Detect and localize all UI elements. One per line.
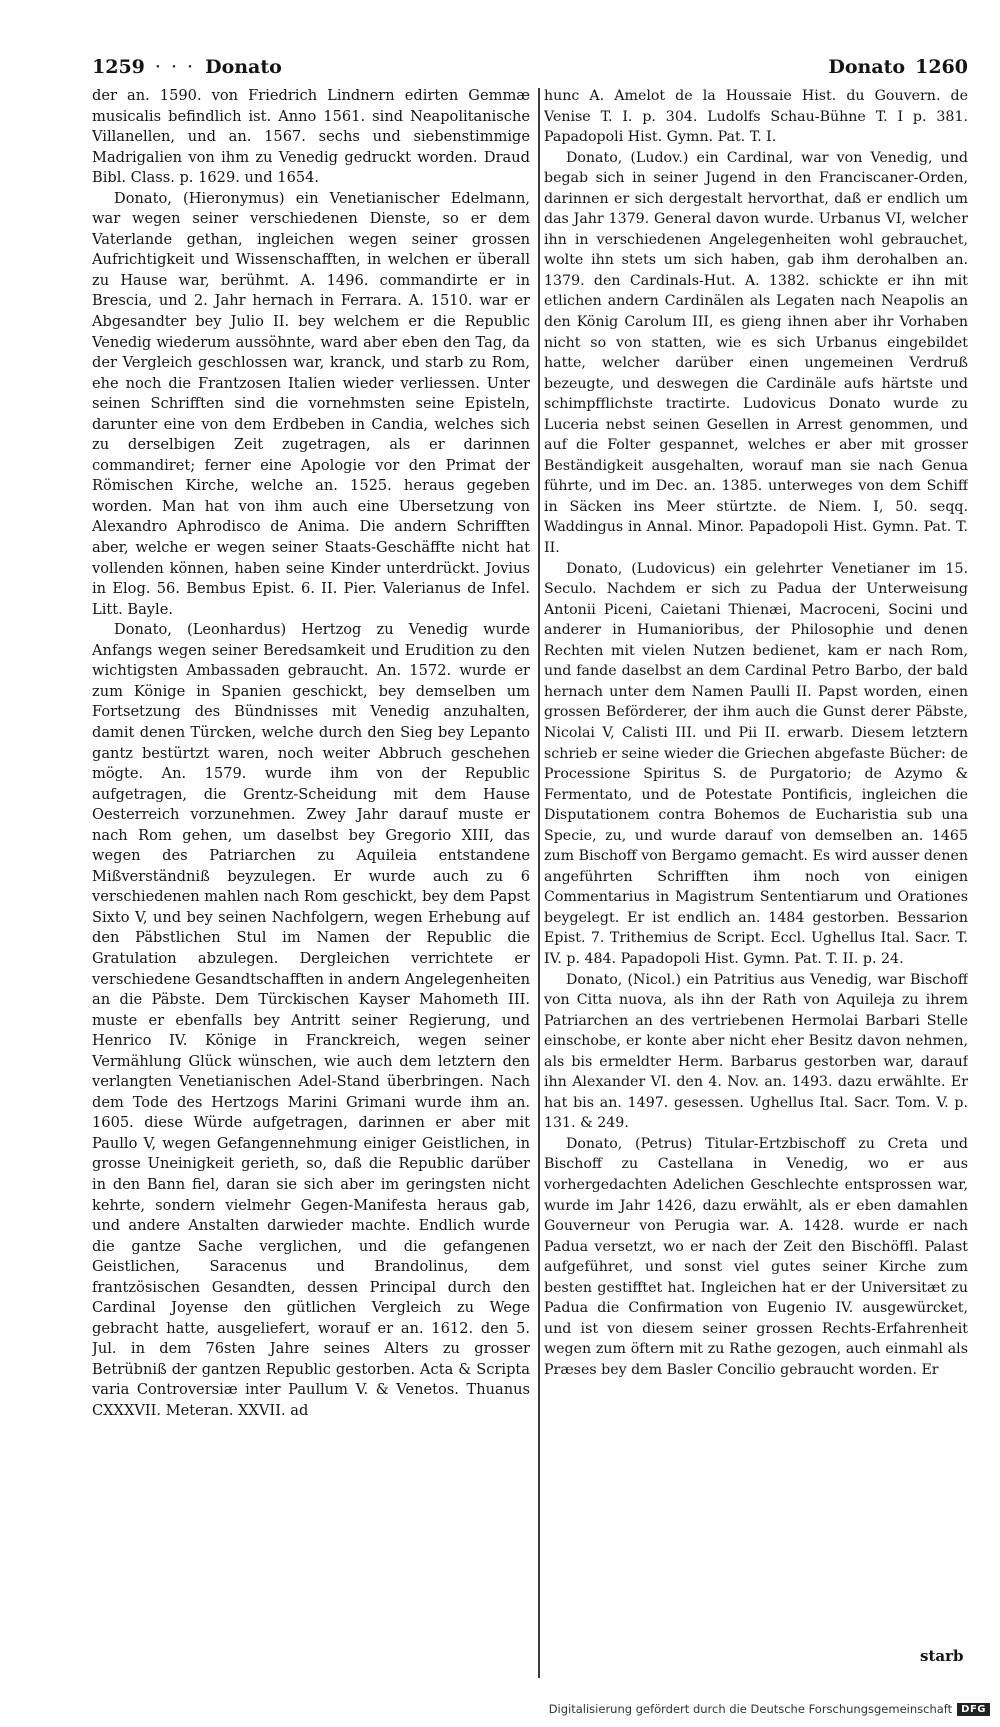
- right-running-title: Donato: [828, 56, 906, 78]
- left-column: [92, 86, 530, 1686]
- catchword: starb: [920, 1647, 964, 1665]
- digitization-footer: [549, 1702, 990, 1716]
- left-running-title: Donato: [205, 56, 282, 78]
- entry-paragraph: Donato, (Leonhardus) Hertzog zu Venedig wurde Anfangs wegen seiner Beredsamkeit und Erudition zu den wichtigsten Ambassaden gebraucht. An. 1572. wurde er zum Könige in Spanien geschickt, bey demselben um Fortsetzung des Bündnisses mit Venedig anzuhalten, damit denen Türcken, welche durch den Sieg bey Lepanto gantz bestürtzt waren, noch weiter Abbruch geschehen mögte. An. 1579. wurde ihm von der Republic aufgetragen, die Grentz-Scheidung mit dem Hause Oesterreich vorzunehmen. Zwey Jahr darauf muste er nach Rom gehen, um daselbst bey Gregorio XIII, das wegen des Patriarchen zu Aquileia entstandene Mißverständniß beyzulegen. Er wurde auch zu 6 verschiedenen mahlen nach Rom geschickt, bey dem Papst Sixto V, und bey seinen Nachfolgern, wegen Erhebung auf den Päbstlichen Stul im Namen der Republic die Gratulation abzulegen. Dergleichen verrichtete er verschiedene Gesandtschafften in andern Angelegenheiten an die Päbste. Dem Türckischen Kayser Mahometh III. muste er ebenfalls bey Antritt seiner Regierung, und Henrico IV. Könige in Franckreich, wegen seiner Vermählung Glück wünschen, wie auch dem letztern den verlangten Venetianischen Adel-Stand überbringen. Nach dem Tode des Hertzogs Marini Grimani wurde ihm an. 1605. diese Würde aufgetragen, darinnen er aber mit Paullo V, wegen Gefangennehmung einiger Geistlichen, in grosse Uneinigkeit gerieth, so, daß die Republic darüber in den Bann fiel, daran sie sich aber im geringsten nicht kehrte, sondern vielmehr Gegen-Manifesta heraus gab, und andere Anstalten darwieder machte. Endlich wurde die gantze Sache verglichen, und die gefangenen Geistlichen, Saracenus und Brandolinus, dem frantzösischen Gesandten, dessen Principal durch den Cardinal Joyense den gütlichen Vergleich zu Wege gebracht hatte, ausgeliefert, worauf er an. 1612. den 5. Jul. in dem 76sten Jahre seines Alters zu grosser Betrübniß der gantzen Republic gestorben. Acta & Scripta varia Controversiæ inter Paullum V. & Venetos. Thuanus CXXXVII. Meteran. XXVII. ad: [92, 621, 530, 1419]
- right-column: [544, 86, 968, 1686]
- entry-paragraph: Donato, (Ludov.) ein Cardinal, war von Venedig, und begab sich in seiner Jugend in den Franciscaner-Orden, darinnen er sich dergestalt hervorthat, daß er endlich um das Jahr 1379. General davon wurde. Urbanus VI, welcher ihn in verschiedenen Angelegenheiten wohl gebrauchet, wolte ihn stets um sich haben, gab ihm derohalben an. 1379. den Cardinals-Hut. A. 1382. schickte er ihn mit etlichen andern Cardinälen als Legaten nach Neapolis an den König Carolum III, es gieng ihnen aber ihr Vorhaben nicht so von statten, wie es sich Urbanus eingebildet hatte, welcher darüber einen ungemeinen Verdruß bezeugte, und deswegen die Cardinäle aufs härtste und schimpfflichste tractirte. Ludovicus Donato wurde zu Luceria nebst seinen Gesellen in Arrest genommen, und auf die Folter gespannet, welches er aber mit grosser Beständigkeit ausgehalten, worauf man sie nach Genua führte, und im Dec. an. 1385. unterweges von dem Schiff in Säcken ins Meer stürtzte. de Niem. I, 50. seqq. Waddingus in Annal. Minor. Papadopoli Hist. Gymn. Pat. T. II.: [544, 149, 968, 557]
- entry-paragraph: Donato, (Ludovicus) ein gelehrter Venetianer im 15. Seculo. Nachdem er sich zu Padua der Unterweisung Antonii Piceni, Caietani Thienæi, Macroceni, Socini und anderer in Humanioribus, der Philosophie und denen Rechten mit vielen Nutzen bedienet, kam er nach Rom, und fande daselbst an dem Cardinal Petro Barbo, der bald hernach unter dem Namen Paulli II. Papst worden, einen grossen Beförderer, der ihm auch die Gunst derer Päbste, Nicolai V, Calisti III. und Pii II. erwarb. Diesem letztern schrieb er seine wieder die Griechen abgefaste Bücher: de Processione Spiritus S. de Purgatorio; de Azymo & Fermentato, und de Potestate Pontificis, ingleichen die Disputationem contra Bohemos de Eucharistia sub una Specie, zu, und wurde darauf von demselben an. 1465 zum Bischoff von Bergamo gemacht. Es wird ausser denen angeführten Schrifften ihm noch von einigen Commentarius in Magistrum Sententiarum und Orationes beygelegt. Er ist endlich an. 1484 gestorben. Bessarion Epist. 7. Trithemius de Script. Eccl. Ughellus Ital. Sacr. T. IV. p. 484. Papadopoli Hist. Gymn. Pat. T. II. p. 24.: [544, 560, 968, 967]
- left-page-number: 1259: [92, 56, 145, 78]
- entry-paragraph: hunc A. Amelot de la Houssaie Hist. du Gouvern. de Venise T. I. p. 304. Ludolfs Schau-Bühne T. I p. 381. Papadopoli Hist. Gymn. Pat. T. I.: [544, 88, 968, 146]
- entry-paragraph: Donato, (Petrus) Titular-Ertzbischoff zu Creta und Bischoff zu Castellana in Venedig, wo er aus vorhergedachten Adelichen Geschlechte entsprossen war, wurde im Jahr 1426, dazu erwählt, als er eben damahlen Gouverneur von Perugia war. A. 1428. wurde er nach Padua versetzt, wo er nach der Zeit den Bischöffl. Palast aufgeführet, und sonst viel gutes seiner Kirche zum besten gestifftet hat. Ingleichen hat er der Universitæt zu Padua die Confirmation von Eugenio IV. ausgewürcket, und ist von diesem seiner grossen Rechts-Erfahrenheit wegen zum öftern mit zu Rathe gezogen, auch einmahl als Præses bey dem Basler Concilio gebraucht worden. Er: [544, 1135, 968, 1378]
- header-left: [92, 56, 282, 78]
- right-page-number: 1260: [915, 56, 968, 78]
- header-right: [828, 56, 968, 78]
- footer-credit: Digitalisierung gefördert durch die Deutsche Forschungsgemeinschaft: [548, 1702, 953, 1716]
- entry-paragraph: der an. 1590. von Friedrich Lindnern edirten Gemmæ musicalis befindlich ist. Anno 1561. sind Neapolitanische Villanellen, und an. 1567. sechs und siebenstimmige Madrigalien von ihm zu Venedig gedruckt worden. Draud Bibl. Class. p. 1629. und 1654.: [92, 87, 530, 187]
- dfg-logo-icon: DFG: [957, 1703, 990, 1716]
- column-divider: [538, 88, 540, 1678]
- entry-paragraph: Donato, (Hieronymus) ein Venetianischer Edelmann, war wegen seiner verschiedenen Dienste, so er dem Vaterlande gethan, ingleichen wegen seiner grossen Aufrichtigkeit und Wissenschafften, in welchen er überall zu Hause war, berühmt. A. 1496. commandirte er in Brescia, und 2. Jahr hernach in Ferrara. A. 1510. war er Abgesandter bey Julio II. bey welchem er die Republic Venedig wiederum aussöhnte, ward aber eben den Tag, da der Vergleich geschlossen war, kranck, und starb zu Rom, ehe noch die Frantzosen Italien wieder verliessen. Unter seinen Schrifften sind die vornehmsten seine Episteln, darunter eine von dem Erdbeben in Candia, welches sich zu derselbigen Zeit zugetragen, als er darinnen commandiret; ferner eine Apologie vor den Primat der Römischen Kirche, welche an. 1525. heraus gegeben worden. Man hat von ihm auch eine Ubersetzung von Alexandro Aphrodisco de Anima. Die andern Schrifften aber, welche er wegen seiner Staats-Geschäffte nicht hat vollenden können, haben seine Kinder unterdrückt. Jovius in Elog. 56. Bembus Epist. 6. II. Pier. Valerianus de Infel. Litt. Bayle.: [92, 189, 530, 618]
- entry-paragraph: Donato, (Nicol.) ein Patritius aus Venedig, war Bischoff von Citta nuova, als ihn der Rath von Aquileja zu ihrem Patriarchen an des vertriebenen Hermolai Barbari Stelle einschobe, er konte aber nicht eher Besitz davon nehmen, als bis ermeldter Herm. Barbarus gestorben war, darauf ihn Alexander VI. den 4. Nov. an. 1493. dazu erwählte. Er hat bis an. 1497. gesessen. Ughellus Ital. Sacr. Tom. V. p. 131. & 249.: [544, 971, 968, 1132]
- page-header: [92, 56, 968, 84]
- header-dots: · · ·: [154, 56, 196, 78]
